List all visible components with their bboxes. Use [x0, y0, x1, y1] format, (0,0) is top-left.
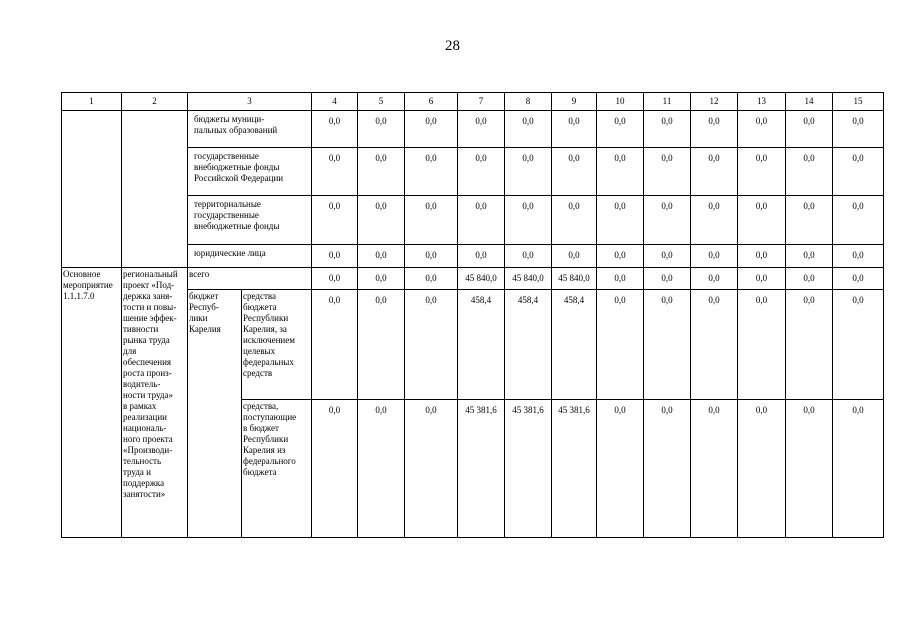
value-cell: 0,0 [833, 268, 884, 290]
value-cell: 0,0 [312, 400, 358, 538]
value-cell: 45 840,0 [552, 268, 597, 290]
source-label: территориальные государственные внебюджетные фонды [188, 196, 312, 245]
value-cell: 0,0 [644, 245, 691, 268]
header-cell: 9 [552, 93, 597, 111]
header-cell: 8 [505, 93, 552, 111]
funding-source-label: средства бюджета Республики Карелия, за исключением целевых федеральных средств [242, 290, 312, 400]
value-cell: 0,0 [312, 196, 358, 245]
value-cell: 0,0 [597, 148, 644, 196]
funding-source-label: средства, поступающие в бюджет Республики Карелия из федерального бюджета [242, 400, 312, 538]
value-cell: 458,4 [458, 290, 505, 400]
project-name: региональный проект «Под- держка заня- тости и повы- шение эффек- тивности рынка труда для обеспечения роста произ- водитель- ности труда» в рамках реализации националь- ного проекта «Производи- тельность труда и поддержка занятости» [122, 268, 188, 538]
value-cell: 0,0 [597, 400, 644, 538]
value-cell: 0,0 [552, 196, 597, 245]
value-cell: 0,0 [458, 196, 505, 245]
value-cell: 458,4 [552, 290, 597, 400]
total-label: всего [188, 268, 312, 290]
value-cell: 0,0 [691, 400, 738, 538]
value-cell: 0,0 [644, 111, 691, 148]
value-cell: 0,0 [458, 245, 505, 268]
value-cell: 0,0 [405, 111, 458, 148]
value-cell: 0,0 [833, 245, 884, 268]
value-cell: 0,0 [405, 268, 458, 290]
table-row [62, 93, 884, 111]
value-cell: 0,0 [691, 268, 738, 290]
value-cell: 0,0 [505, 245, 552, 268]
value-cell: 0,0 [358, 400, 405, 538]
value-cell: 458,4 [505, 290, 552, 400]
value-cell: 45 840,0 [505, 268, 552, 290]
value-cell: 0,0 [691, 290, 738, 400]
value-cell: 0,0 [405, 290, 458, 400]
value-cell: 0,0 [691, 245, 738, 268]
value-cell: 0,0 [505, 111, 552, 148]
empty-cell [122, 111, 188, 268]
value-cell: 45 381,6 [505, 400, 552, 538]
value-cell: 0,0 [738, 268, 786, 290]
value-cell: 0,0 [644, 148, 691, 196]
header-cell: 12 [691, 93, 738, 111]
header-cell: 3 [188, 93, 312, 111]
value-cell: 0,0 [405, 148, 458, 196]
source-label: государственные внебюджетные фонды Российской Федерации [188, 148, 312, 196]
value-cell: 45 381,6 [458, 400, 505, 538]
value-cell: 0,0 [738, 196, 786, 245]
value-cell: 0,0 [833, 290, 884, 400]
value-cell: 0,0 [552, 111, 597, 148]
value-cell: 45 840,0 [458, 268, 505, 290]
header-cell: 11 [644, 93, 691, 111]
value-cell: 0,0 [738, 148, 786, 196]
value-cell: 0,0 [405, 196, 458, 245]
value-cell: 0,0 [552, 245, 597, 268]
table-row [62, 268, 884, 290]
header-cell: 5 [358, 93, 405, 111]
value-cell: 0,0 [786, 268, 833, 290]
value-cell: 0,0 [358, 111, 405, 148]
budget-table [61, 92, 884, 538]
value-cell: 0,0 [358, 245, 405, 268]
value-cell: 0,0 [405, 245, 458, 268]
value-cell: 0,0 [738, 290, 786, 400]
value-cell: 0,0 [358, 148, 405, 196]
value-cell: 45 381,6 [552, 400, 597, 538]
value-cell: 0,0 [833, 111, 884, 148]
header-cell: 6 [405, 93, 458, 111]
activity-code: Основное мероприятие 1.1.1.7.0 [62, 268, 122, 538]
header-cell: 10 [597, 93, 644, 111]
value-cell: 0,0 [786, 290, 833, 400]
value-cell: 0,0 [597, 196, 644, 245]
value-cell: 0,0 [833, 148, 884, 196]
value-cell: 0,0 [458, 148, 505, 196]
source-label: юридические лица [188, 245, 312, 268]
value-cell: 0,0 [505, 148, 552, 196]
value-cell: 0,0 [312, 148, 358, 196]
header-cell: 15 [833, 93, 884, 111]
page-number: 28 [445, 38, 460, 54]
value-cell: 0,0 [358, 268, 405, 290]
value-cell: 0,0 [312, 111, 358, 148]
value-cell: 0,0 [786, 400, 833, 538]
value-cell: 0,0 [833, 196, 884, 245]
header-cell: 4 [312, 93, 358, 111]
value-cell: 0,0 [786, 148, 833, 196]
value-cell: 0,0 [358, 196, 405, 245]
value-cell: 0,0 [458, 111, 505, 148]
value-cell: 0,0 [738, 111, 786, 148]
value-cell: 0,0 [358, 290, 405, 400]
value-cell: 0,0 [786, 245, 833, 268]
value-cell: 0,0 [691, 196, 738, 245]
value-cell: 0,0 [552, 148, 597, 196]
value-cell: 0,0 [786, 111, 833, 148]
value-cell: 0,0 [644, 400, 691, 538]
header-cell: 13 [738, 93, 786, 111]
value-cell: 0,0 [505, 196, 552, 245]
value-cell: 0,0 [644, 290, 691, 400]
value-cell: 0,0 [644, 196, 691, 245]
header-cell: 2 [122, 93, 188, 111]
value-cell: 0,0 [597, 111, 644, 148]
value-cell: 0,0 [738, 400, 786, 538]
value-cell: 0,0 [691, 148, 738, 196]
value-cell: 0,0 [312, 245, 358, 268]
value-cell: 0,0 [312, 290, 358, 400]
value-cell: 0,0 [597, 268, 644, 290]
value-cell: 0,0 [691, 111, 738, 148]
header-cell: 14 [786, 93, 833, 111]
header-cell: 1 [62, 93, 122, 111]
value-cell: 0,0 [597, 245, 644, 268]
value-cell: 0,0 [738, 245, 786, 268]
header-cell: 7 [458, 93, 505, 111]
value-cell: 0,0 [597, 290, 644, 400]
value-cell: 0,0 [644, 268, 691, 290]
value-cell: 0,0 [405, 400, 458, 538]
value-cell: 0,0 [786, 196, 833, 245]
value-cell: 0,0 [833, 400, 884, 538]
empty-cell [62, 111, 122, 268]
value-cell: 0,0 [312, 268, 358, 290]
table-row [62, 111, 884, 148]
budget-label: бюджет Респуб- лики Карелия [188, 290, 242, 538]
source-label: бюджеты муници- пальных образований [188, 111, 312, 148]
